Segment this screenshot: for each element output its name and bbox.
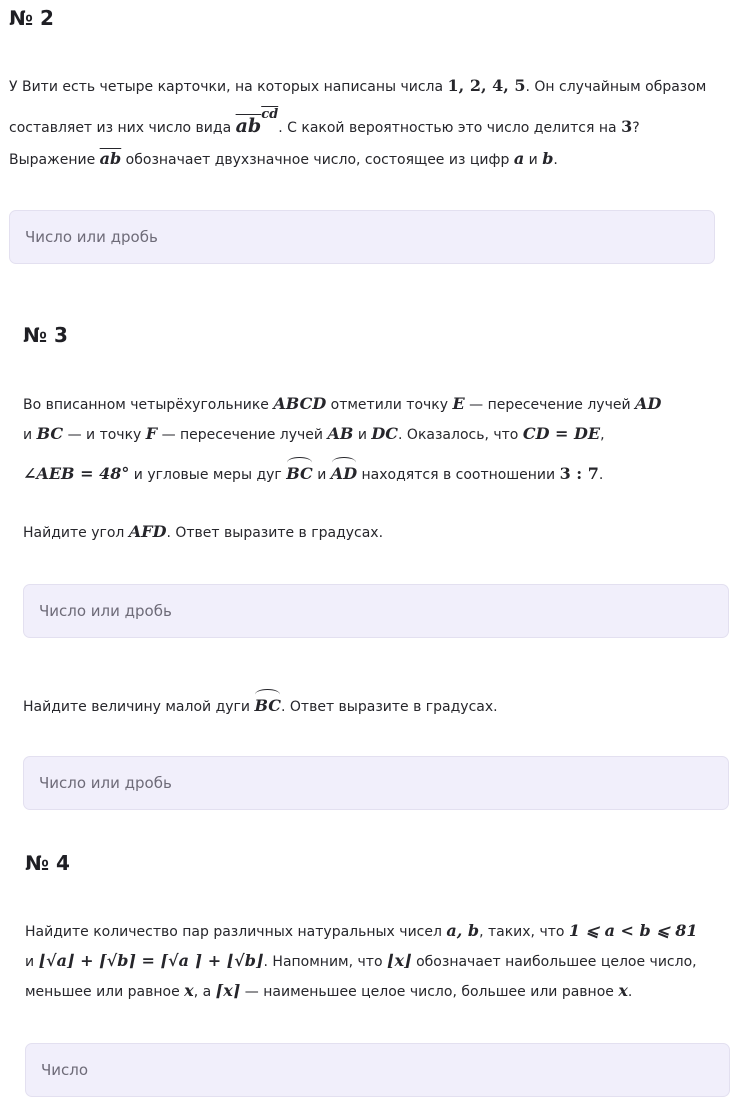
problem-3-line-3: ∠AEB = 48° и угловые меры дуг BC и AD находятся в соотношении 3 : 7.	[23, 460, 603, 485]
problem-4-line-2: и ⌊√a⌋ + ⌈√b⌉ = ⌈√a ⌉ + ⌊√b⌋. Напомним, что ⌊x⌋ обозначает наибольшее целое число,	[25, 951, 697, 970]
problem-2-answer-input[interactable]: Число или дробь	[9, 210, 715, 264]
problem-3-answer-2-input[interactable]: Число или дробь	[23, 756, 729, 810]
problem-2-line-1: У Вити есть четыре карточки, на которых написаны числа 1, 2, 4, 5. Он случайным образом	[9, 76, 707, 95]
problem-3-answer-1-input[interactable]: Число или дробь	[23, 584, 729, 638]
problem-4-line-3: меньшее или равное x, а ⌈x⌉ — наименьшее целое число, большее или равное x.	[25, 981, 633, 1000]
problem-2-title: № 2	[9, 6, 54, 30]
problem-3-line-2: и BC — и точку F — пересечение лучей AB и DC. Оказалось, что CD = DE,	[23, 424, 605, 443]
problem-4-title: № 4	[25, 851, 70, 875]
problem-4-line-1: Найдите количество пар различных натуральных чисел a, b, таких, что 1 ⩽ a < b ⩽ 81	[25, 921, 698, 940]
problem-3-title: № 3	[23, 323, 68, 347]
problem-3-line-1: Во вписанном четырёхугольнике ABCD отметили точку E — пересечение лучей AD	[23, 394, 662, 413]
problem-3-question-1: Найдите угол AFD. Ответ выразите в градусах.	[23, 522, 384, 541]
problem-4-answer-input[interactable]: Число	[25, 1043, 730, 1097]
problem-2-line-3: Выражение $\overline{ab}$ обозначает двухзначное число, состоящее из цифр a и b.	[9, 149, 558, 168]
problem-3-question-2: Найдите величину малой дуги BC. Ответ выразите в градусах.	[23, 692, 498, 717]
problem-2-line-2: составляет из них число вида $\overline{ab}\overline{cd}$. С какой вероятностью это число делится на 3?	[9, 107, 640, 137]
